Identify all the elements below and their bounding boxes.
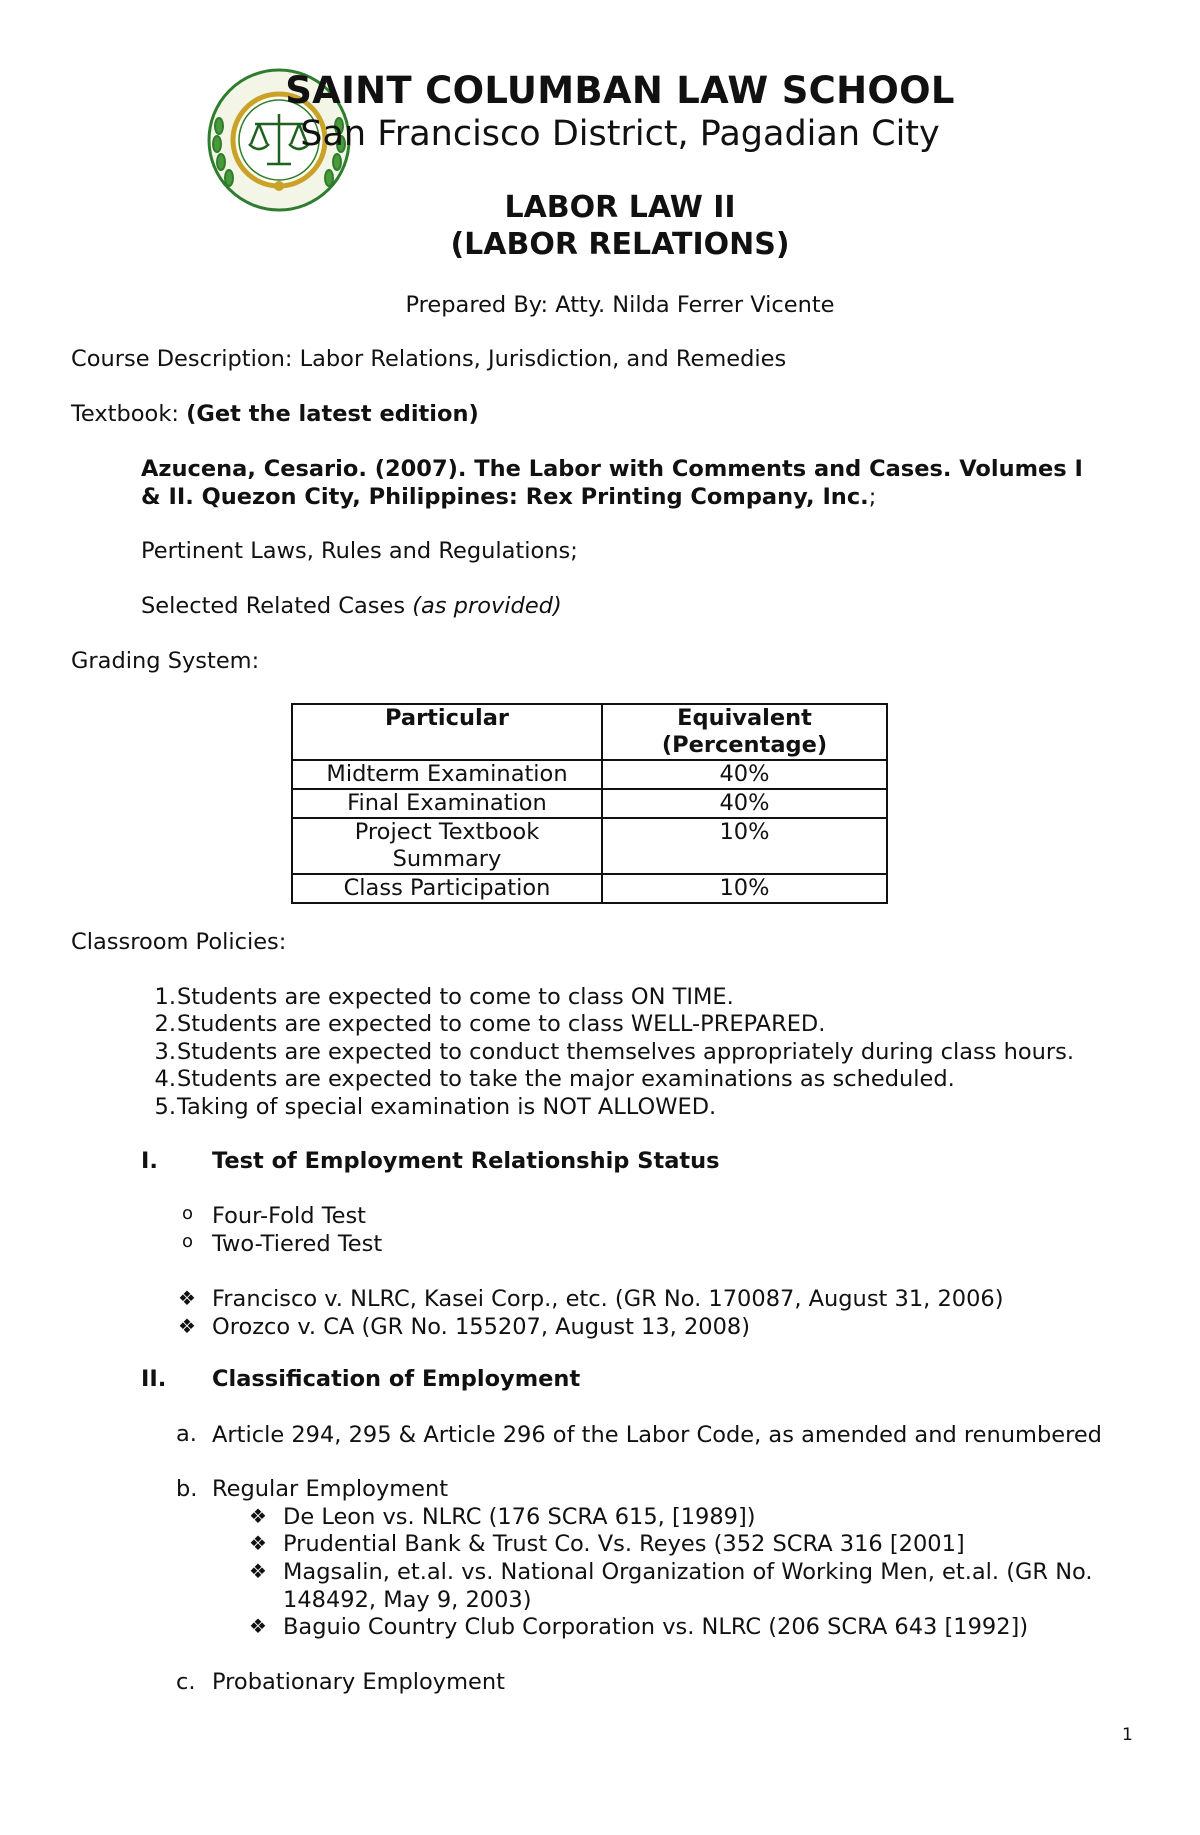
case-citation: Prudential Bank & Trust Co. Vs. Reyes (352 SCRA 316 [2001] bbox=[283, 1531, 965, 1557]
school-name: SAINT COLUMBAN LAW SCHOOL bbox=[285, 69, 955, 112]
list-number: 3. bbox=[154, 1039, 176, 1065]
circle-bullet-icon: o bbox=[182, 1231, 194, 1252]
diamond-bullet-icon: ❖ bbox=[249, 1531, 267, 1555]
header-particular: Particular bbox=[292, 704, 602, 760]
section-2-title: Classification of Employment bbox=[212, 1366, 581, 1392]
row-particular: Midterm Examination bbox=[292, 760, 602, 789]
reference-suffix: ; bbox=[868, 484, 877, 510]
list-text: Four-Fold Test bbox=[212, 1203, 366, 1229]
table-row bbox=[292, 818, 887, 874]
list-number: 2. bbox=[154, 1011, 176, 1037]
list-text: Taking of special examination is NOT ALLOWED. bbox=[177, 1094, 717, 1120]
list-text: Two-Tiered Test bbox=[212, 1231, 383, 1257]
list-text: Students are expected to come to class WELL-PREPARED. bbox=[177, 1011, 826, 1037]
section-1-title: Test of Employment Relationship Status bbox=[212, 1148, 720, 1174]
policies-label: Classroom Policies: bbox=[71, 929, 287, 955]
diamond-bullet-icon: ❖ bbox=[249, 1559, 267, 1583]
pertinent-laws: Pertinent Laws, Rules and Regulations; bbox=[141, 538, 578, 564]
page-number: 1 bbox=[1122, 1725, 1133, 1745]
prepared-by: Prepared By: Atty. Nilda Ferrer Vicente bbox=[405, 292, 835, 318]
row-particular: Final Examination bbox=[292, 789, 602, 818]
selected-cases-label: Selected Related Cases bbox=[141, 593, 413, 619]
table-row bbox=[292, 760, 887, 789]
diamond-bullet-icon: ❖ bbox=[249, 1614, 267, 1638]
diamond-bullet-icon: ❖ bbox=[249, 1504, 267, 1528]
item-b-text: Regular Employment bbox=[212, 1476, 449, 1502]
circle-bullet-icon: o bbox=[182, 1203, 194, 1224]
diamond-bullet-icon: ❖ bbox=[178, 1286, 196, 1310]
list-text: Students are expected to come to class ON TIME. bbox=[177, 984, 734, 1010]
selected-cases bbox=[141, 593, 562, 620]
section-1-number: I. bbox=[141, 1148, 158, 1174]
diamond-bullet-icon: ❖ bbox=[178, 1314, 196, 1338]
case-citation: De Leon vs. NLRC (176 SCRA 615, [1989]) bbox=[283, 1504, 756, 1530]
list-text: Students are expected to conduct themselves appropriately during class hours. bbox=[177, 1039, 1075, 1065]
header-equivalent-line1: Equivalent bbox=[677, 705, 812, 731]
item-a-text: Article 294, 295 & Article 296 of the Labor Code, as amended and renumbered bbox=[212, 1422, 1102, 1448]
course-description: Course Description: Labor Relations, Jurisdiction, and Remedies bbox=[71, 346, 787, 372]
item-c-letter: c. bbox=[176, 1669, 196, 1695]
textbook-label: Textbook: bbox=[71, 401, 187, 427]
case-citation-continued: 148492, May 9, 2003) bbox=[283, 1587, 532, 1613]
list-number: 4. bbox=[154, 1066, 176, 1092]
row-particular bbox=[292, 818, 602, 874]
school-address: San Francisco District, Pagadian City bbox=[300, 114, 940, 154]
case-citation: Magsalin, et.al. vs. National Organization of Working Men, et.al. (GR No. bbox=[283, 1559, 1093, 1585]
section-2-number: II. bbox=[141, 1366, 167, 1392]
course-subtitle: (LABOR RELATIONS) bbox=[450, 227, 790, 262]
table-row bbox=[292, 789, 887, 818]
row-value: 10% bbox=[602, 818, 887, 874]
course-title: LABOR LAW II bbox=[504, 190, 736, 225]
list-text: Students are expected to take the major examinations as scheduled. bbox=[177, 1066, 955, 1092]
table-header-row bbox=[292, 704, 887, 760]
row-value: 40% bbox=[602, 789, 887, 818]
row-particular-line1: Project Textbook bbox=[354, 819, 540, 845]
grading-table bbox=[291, 703, 888, 904]
textbook-reference-line-1: Azucena, Cesario. (2007). The Labor with Comments and Cases. Volumes I bbox=[141, 456, 1083, 482]
textbook-reference-text: & II. Quezon City, Philippines: Rex Printing Company, Inc. bbox=[141, 484, 869, 510]
list-number: 1. bbox=[154, 984, 176, 1010]
item-c-text: Probationary Employment bbox=[212, 1669, 505, 1695]
header-equivalent-line2: (Percentage) bbox=[661, 732, 828, 758]
item-b-letter: b. bbox=[176, 1476, 198, 1502]
table-row bbox=[292, 874, 887, 903]
row-particular: Class Participation bbox=[292, 874, 602, 903]
row-value: 40% bbox=[602, 760, 887, 789]
row-particular-line2: Summary bbox=[392, 846, 502, 872]
row-value: 10% bbox=[602, 874, 887, 903]
case-citation: Orozco v. CA (GR No. 155207, August 13, 2008) bbox=[212, 1314, 751, 1340]
item-a-letter: a. bbox=[176, 1421, 197, 1447]
textbook-reference-line-2 bbox=[141, 484, 876, 511]
selected-cases-note: (as provided) bbox=[412, 593, 562, 619]
list-number: 5. bbox=[154, 1094, 176, 1120]
textbook-line bbox=[71, 401, 479, 428]
header-equivalent bbox=[602, 704, 887, 760]
case-citation: Francisco v. NLRC, Kasei Corp., etc. (GR No. 170087, August 31, 2006) bbox=[212, 1286, 1004, 1312]
case-citation: Baguio Country Club Corporation vs. NLRC (206 SCRA 643 [1992]) bbox=[283, 1614, 1029, 1640]
grading-label: Grading System: bbox=[71, 648, 260, 674]
textbook-note: (Get the latest edition) bbox=[186, 401, 479, 427]
